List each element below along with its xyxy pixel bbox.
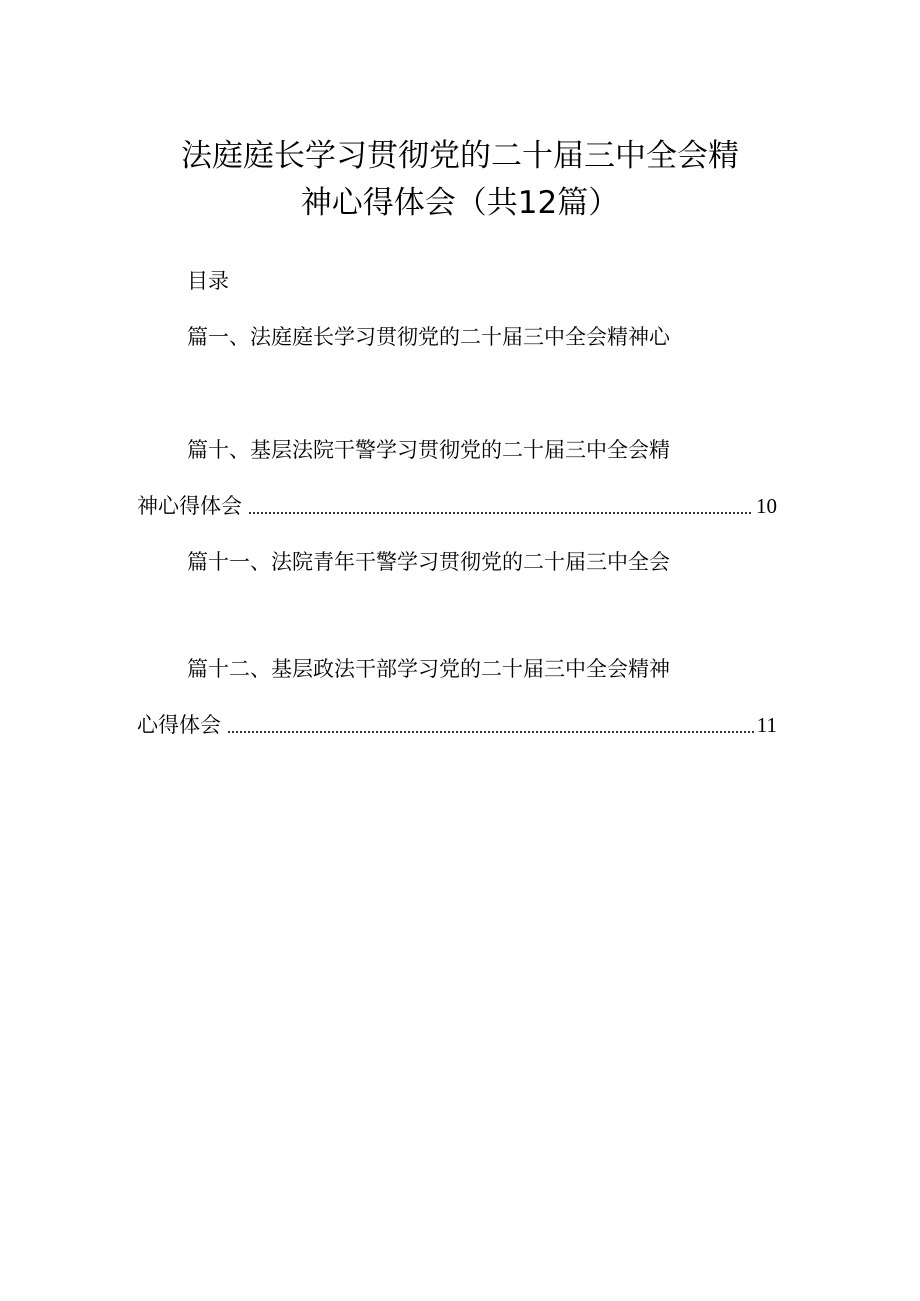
toc-entry-12-line1[interactable]: 篇十二、基层政法干部学习党的二十届三中全会精神	[187, 657, 670, 681]
toc-entry-10-continuation: 神心得体会	[137, 494, 242, 518]
toc-entry-10-line1[interactable]: 篇十、基层法院干警学习贯彻党的二十届三中全会精	[187, 438, 670, 462]
toc-entry-11[interactable]: 篇十一、法院青年干警学习贯彻党的二十届三中全会	[187, 550, 670, 574]
toc-entry-12-continuation: 心得体会	[137, 713, 221, 737]
toc-entry-10-line2[interactable]	[137, 492, 777, 520]
toc-entry-12-line2[interactable]	[137, 711, 777, 739]
toc-entry-1[interactable]: 篇一、法庭庭长学习贯彻党的二十届三中全会精神心	[187, 325, 670, 349]
dot-leader	[248, 492, 753, 520]
toc-heading: 目录	[187, 269, 229, 293]
document-title-line1: 法庭庭长学习贯彻党的二十届三中全会精	[181, 138, 739, 174]
toc-entry-10-page-number: 10	[756, 494, 777, 518]
document-title-line2: 神心得体会（共12篇）	[300, 185, 620, 221]
toc-entry-12-page-number: 11	[756, 713, 777, 737]
dot-leader	[227, 711, 754, 739]
